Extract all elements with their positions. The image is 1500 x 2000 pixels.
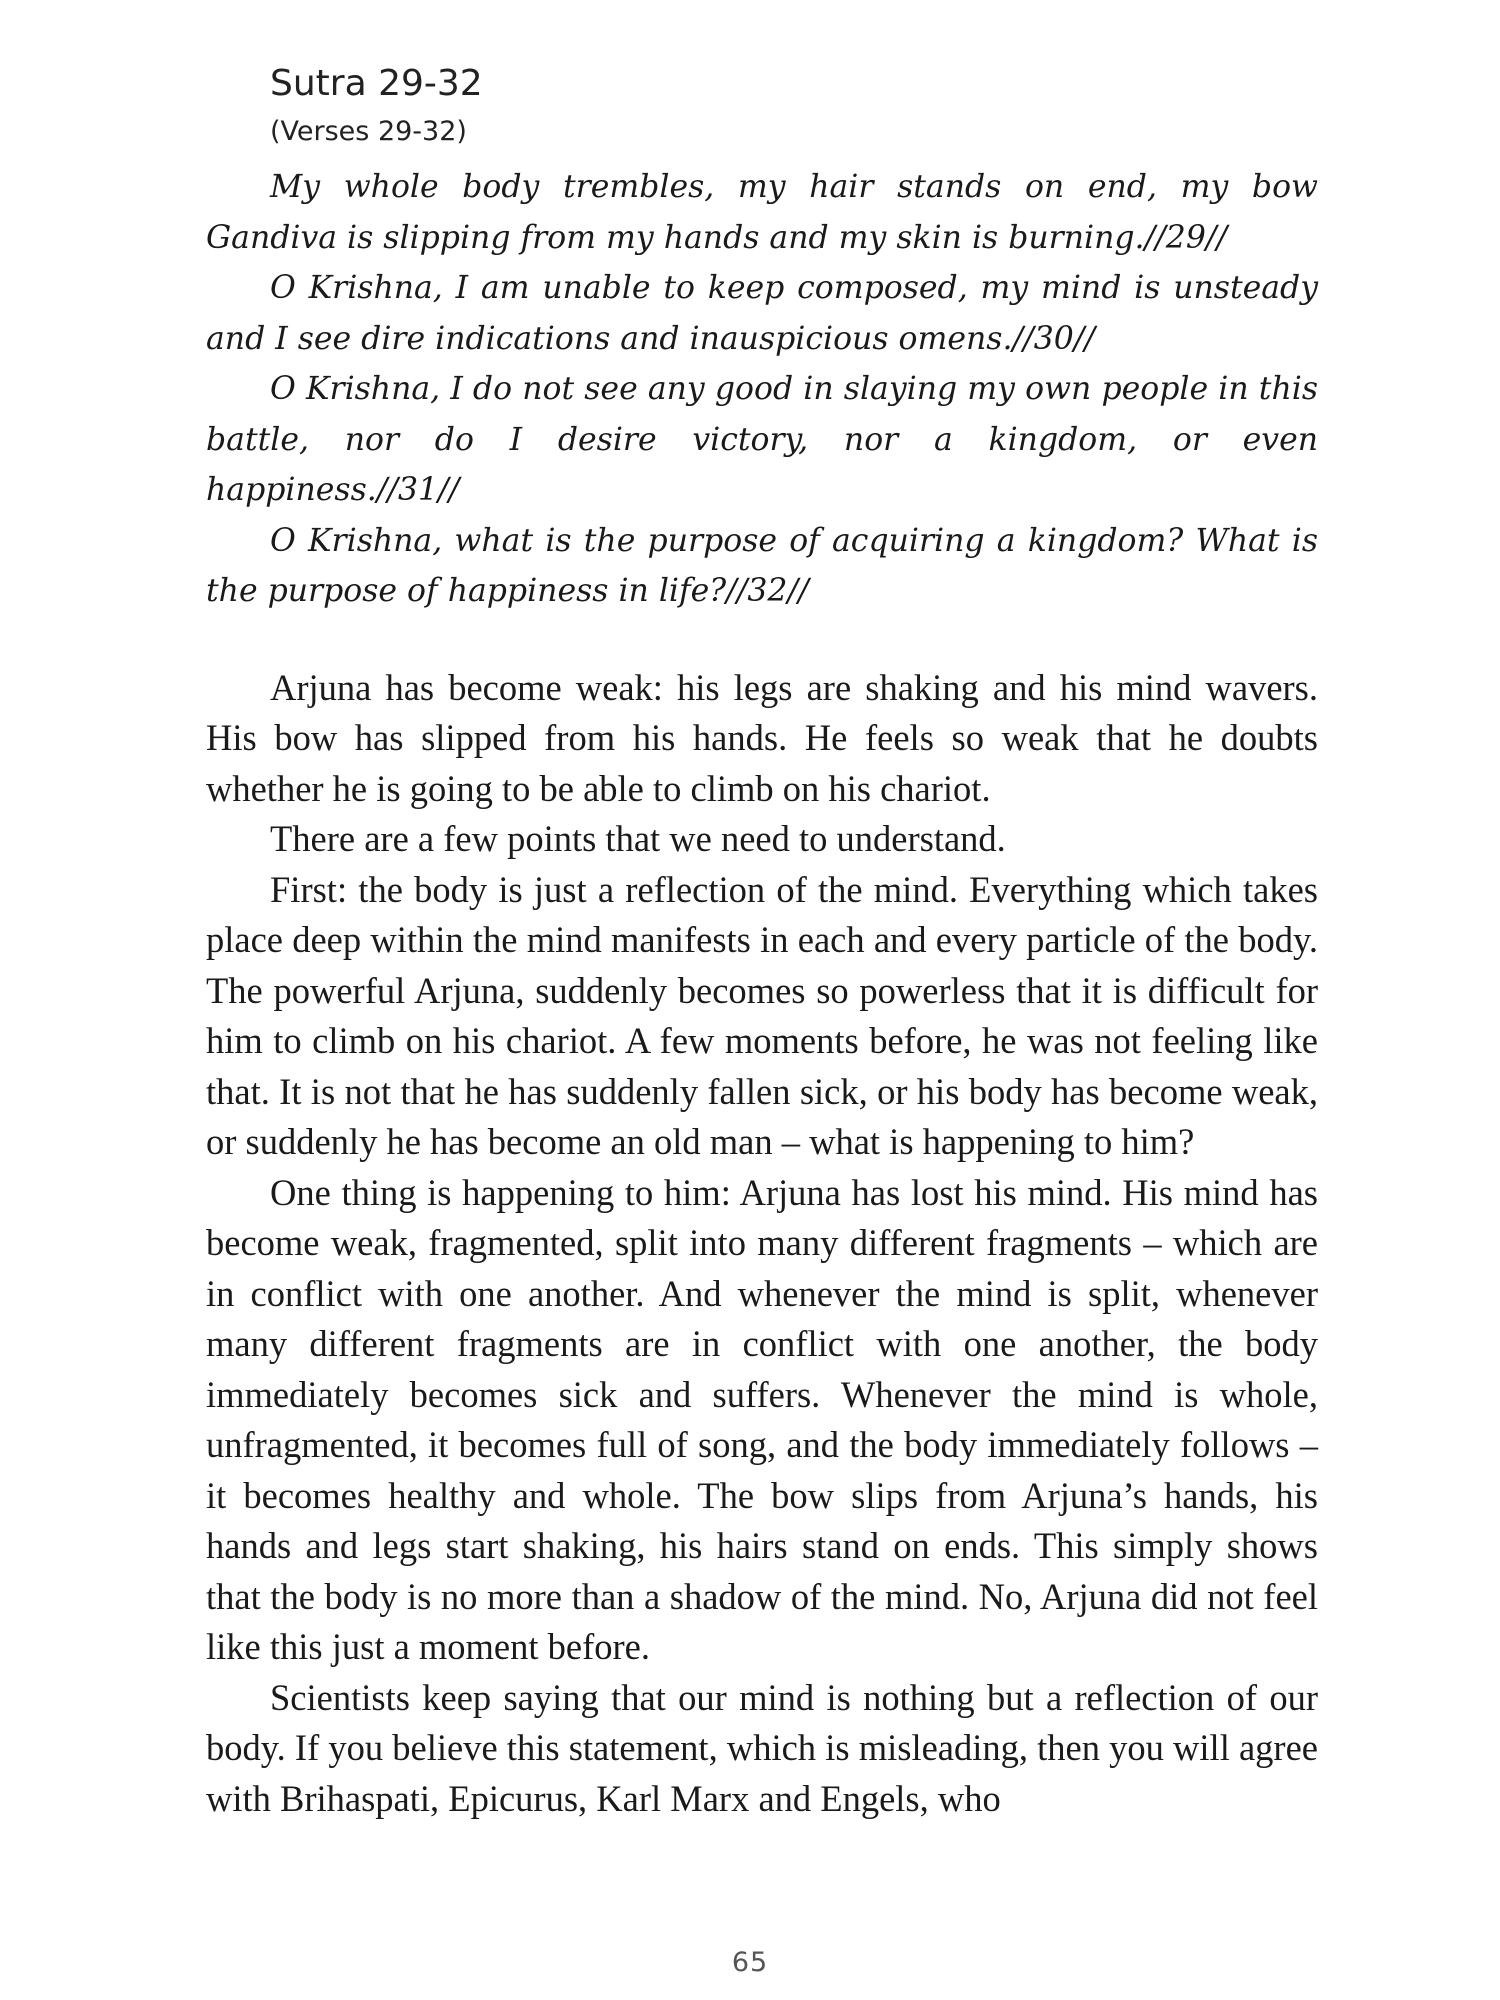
verse-30: O Krishna, I am unable to keep composed, my mind is unsteady and I see dire indications and inauspicious omens.//30//: [206, 270, 1318, 357]
verse-31: O Krishna, I do not see any good in slaying my own people in this battle, nor do I desire victory, nor a kingdom, or even happiness.//31//: [206, 371, 1318, 508]
verse-29: My whole body trembles, my hair stands on end, my bow Gandiva is slipping from my hands and my skin is burning.//29//: [206, 169, 1318, 256]
paragraph: Arjuna has become weak: his legs are shaking and his mind wavers. His bow has slipped from his hands. He feels so weak that he doubts whether he is going to be able to climb on his chariot.: [206, 666, 1318, 809]
paragraph: First: the body is just a reflection of the mind. Everything which takes place deep within the mind manifests in each and every particle of the body. The powerful Arjuna, suddenly becomes so powerless that it is difficult for him to climb on his chariot. A few moments before, he was not feeling like that. It is not that he has suddenly fallen sick, or his body has become weak, or suddenly he has become an old man – what is happening to him?: [206, 868, 1318, 1162]
book-page: [206, 60, 1318, 1824]
paragraph: Scientists keep saying that our mind is nothing but a reflection of our body. If you believe this statement, which is misleading, then you will agree with Brihaspati, Epicurus, Karl Marx and Engels, who: [206, 1676, 1318, 1819]
paragraph: One thing is happening to him: Arjuna has lost his mind. His mind has become weak, fragmented, split into many different fragments – which are in conflict with one another. And whenever the mind is split, whenever many different fragments are in conflict with one another, the body immediately becomes sick and suffers. Whenever the mind is whole, unfragmented, it becomes full of song, and the body immediately follows – it becomes healthy and whole. The bow slips from Arjuna’s hands, his hands and legs start shaking, his hairs stand on ends. This simply shows that the body is no more than a shadow of the mind. No, Arjuna did not feel like this just a moment before.: [206, 1171, 1318, 1667]
section-subtitle: (Verses 29-32): [270, 116, 467, 147]
section-title: Sutra 29-32: [270, 63, 483, 104]
commentary-body: [206, 663, 1318, 1825]
paragraph: There are a few points that we need to understand.: [270, 818, 1006, 859]
page-number: 65: [731, 1947, 769, 1978]
verses-block: [206, 162, 1318, 617]
verse-32: O Krishna, what is the purpose of acquiring a kingdom? What is the purpose of happiness in life?//32//: [206, 522, 1318, 609]
